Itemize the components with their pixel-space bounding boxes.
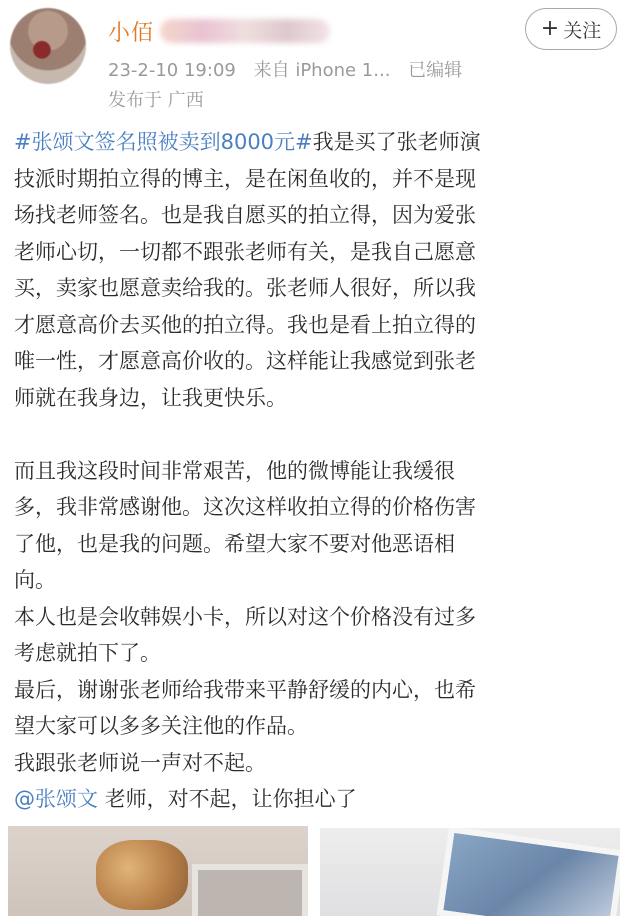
post-date: 23-2-10 19:09 bbox=[108, 60, 236, 81]
post-line: 技派时期拍立得的博主，是在闲鱼收的，并不是现 bbox=[14, 166, 476, 191]
post-line-text: 老师，对不起，让你担心了 bbox=[98, 787, 357, 811]
post-line: 而且我这段时间非常艰苦，他的微博能让我缓很 bbox=[14, 458, 455, 483]
post-line: 本人也是会收韩娱小卡，所以对这个价格没有过多 bbox=[14, 604, 476, 629]
post-line: 我跟张老师说一声对不起。 bbox=[14, 750, 266, 775]
post-line: 最后，谢谢张老师给我带来平静舒缓的内心，也希 bbox=[14, 677, 476, 702]
post-text bbox=[14, 124, 626, 818]
post-location: 发布于 广西 bbox=[108, 90, 204, 111]
post-line: 了他，也是我的问题。希望大家不要对他恶语相 bbox=[14, 531, 455, 556]
plus-icon: + bbox=[540, 16, 560, 41]
post-line: 唯一性，才愿意高价收的。这样能让我感觉到张老 bbox=[14, 349, 476, 373]
post-line: 考虑就拍下了。 bbox=[14, 641, 161, 665]
username[interactable]: 小佰 bbox=[108, 20, 155, 46]
post-line: 老师心切，一切都不跟张老师有关，是我自己愿意 bbox=[14, 239, 476, 264]
post-line: 场找老师签名。也是我自愿买的拍立得，因为爱张 bbox=[14, 203, 476, 227]
post-line bbox=[14, 124, 626, 161]
paragraph-gap bbox=[14, 416, 626, 453]
post-line: 买，卖家也愿意卖给我的。张老师人很好，所以我 bbox=[14, 276, 476, 300]
post-line: 向。 bbox=[14, 568, 56, 592]
post-line bbox=[14, 781, 626, 818]
username-area[interactable] bbox=[108, 14, 330, 48]
post-line-text: 我是买了张老师演 bbox=[312, 130, 481, 154]
polaroid-photo bbox=[437, 828, 620, 916]
photo-frame bbox=[192, 864, 308, 916]
post-line: 才愿意高价去买他的拍立得。我也是看上拍立得的 bbox=[14, 312, 476, 337]
post-meta bbox=[108, 56, 474, 82]
post-line: 多，我非常感谢他。这次这样收拍立得的价格伤害 bbox=[14, 495, 476, 519]
post-line: 望大家可以多多关注他的作品。 bbox=[14, 714, 308, 738]
post-line: 师就在我身边，让我更快乐。 bbox=[14, 385, 287, 410]
post-image-2[interactable] bbox=[320, 828, 620, 916]
user-avatar[interactable] bbox=[10, 8, 86, 84]
follow-label: 关注 bbox=[563, 19, 602, 42]
post-source: 来自 iPhone 1... bbox=[253, 60, 391, 81]
blurred-username bbox=[160, 19, 330, 43]
mention-link[interactable]: @张颂文 bbox=[14, 787, 98, 811]
follow-button[interactable] bbox=[525, 8, 617, 50]
edited-label[interactable]: 已编辑 bbox=[408, 60, 463, 81]
hashtag-link[interactable]: #张颂文签名照被卖到8000元# bbox=[14, 130, 313, 154]
photo-object bbox=[96, 840, 188, 910]
post-image-1[interactable] bbox=[8, 826, 308, 916]
